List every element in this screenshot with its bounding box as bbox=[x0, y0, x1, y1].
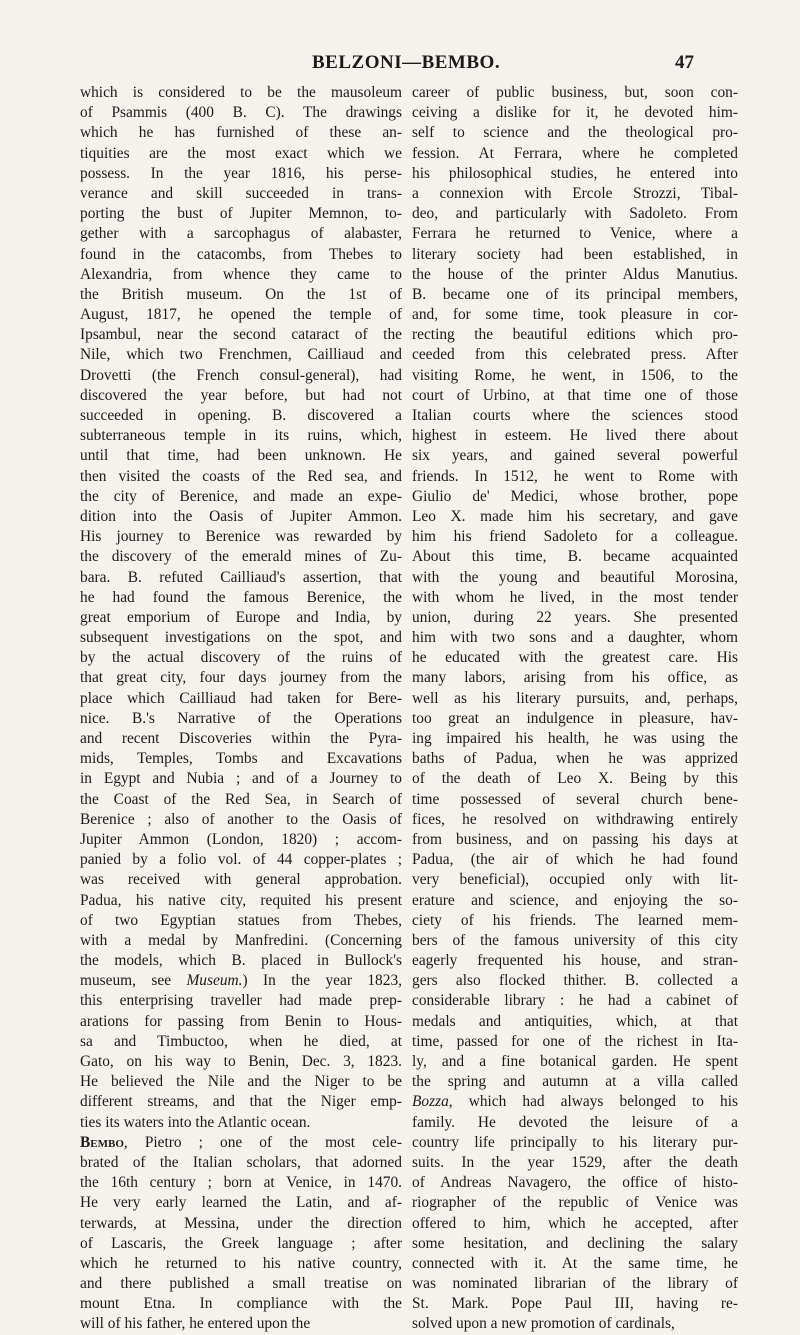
text-line: erature and science, and enjoying the so- bbox=[412, 891, 738, 909]
text-line: arations for passing from Benin to Hous- bbox=[80, 1012, 402, 1030]
text-line: by the actual discovery of the ruins of bbox=[80, 649, 402, 667]
text-line: in Egypt and Nubia ; and of a Journey to bbox=[80, 770, 402, 788]
text-line: ceiving a dislike for it, he devoted him- bbox=[412, 104, 738, 122]
text-line: recting the beautiful editions which pro- bbox=[412, 326, 738, 344]
text-line: Ferrara he returned to Venice, where a bbox=[412, 225, 738, 243]
text-line: of the death of Leo X. Being by this bbox=[412, 770, 738, 788]
text-line: visiting Rome, he went, in 1506, to the bbox=[412, 366, 738, 384]
text-line: Alexandria, from whence they came to bbox=[80, 265, 402, 283]
text-line: time possessed of several church bene- bbox=[412, 790, 738, 808]
text-line: which he has furnished of these an- bbox=[80, 124, 402, 142]
text-line: too great an indulgence in pleasure, hav- bbox=[412, 709, 738, 727]
text-line: self to science and the theological pro- bbox=[412, 124, 738, 142]
text-line: Ipsambul, near the second cataract of the bbox=[80, 326, 402, 344]
text-line: of Lascaris, the Greek language ; after bbox=[80, 1234, 402, 1252]
text-line: He very early learned the Latin, and af- bbox=[80, 1194, 402, 1212]
text-line: which is considered to be the mausoleum bbox=[80, 84, 402, 101]
text-line: family. He devoted the leisure of a bbox=[412, 1113, 738, 1131]
text-line: Leo X. made him his secretary, and gave bbox=[412, 507, 738, 525]
text-line: sa and Timbuctoo, when he died, at bbox=[80, 1032, 402, 1050]
text-line: the discovery of the emerald mines of Zu- bbox=[80, 548, 402, 566]
text-line: the spring and autumn at a villa called bbox=[412, 1073, 738, 1091]
text-line: dition into the Oasis of Jupiter Ammon. bbox=[80, 507, 402, 525]
text-line: museum, see Museum.) In the year 1823, bbox=[80, 972, 402, 990]
text-line: the Coast of the Red Sea, in Search of bbox=[80, 790, 402, 808]
text-line: His journey to Berenice was rewarded by bbox=[80, 528, 402, 546]
text-line: he had found the famous Berenice, the bbox=[80, 588, 402, 606]
text-line: solved upon a new promotion of cardinals, bbox=[412, 1315, 675, 1333]
text-line: with whom he lived, in the most tender bbox=[412, 588, 738, 606]
text-line: mount Etna. In compliance with the bbox=[80, 1295, 402, 1313]
text-line: literary society had been established, in bbox=[412, 245, 738, 263]
text-line: some hesitation, and declining the salary bbox=[412, 1234, 738, 1252]
text-line: the house of the printer Aldus Manutius. bbox=[412, 265, 738, 283]
text-line: different streams, and that the Niger emp- bbox=[80, 1093, 402, 1111]
text-line: suits. In the year 1529, after the death bbox=[412, 1153, 738, 1171]
text-line: will of his father, he entered upon the bbox=[80, 1315, 311, 1333]
text-line: baths of Padua, when he was apprized bbox=[412, 750, 738, 768]
text-line: this enterprising traveller had made prep- bbox=[80, 992, 402, 1010]
text-line: career of public business, but, soon con- bbox=[412, 84, 738, 101]
text-line: verance and skill succeeded in trans- bbox=[80, 184, 402, 202]
text-line: Nile, which two Frenchmen, Cailliaud and bbox=[80, 346, 402, 364]
text-line: Jupiter Ammon (London, 1820) ; accom- bbox=[80, 830, 402, 848]
text-line: of Psammis (400 B. C). The drawings bbox=[80, 104, 402, 122]
text-line: his philosophical studies, he entered into bbox=[412, 164, 738, 182]
text-line: Drovetti (the French consul-general), had bbox=[80, 366, 402, 384]
text-line: him with two sons and a daughter, whom bbox=[412, 629, 738, 647]
text-line: gers also flocked thither. B. collected a bbox=[412, 972, 738, 990]
text-line: tiquities are the most exact which we bbox=[80, 144, 402, 162]
text-line: porting the bust of Jupiter Memnon, to- bbox=[80, 205, 402, 223]
left-column bbox=[80, 83, 402, 1335]
text-line: considerable library : he had a cabinet of bbox=[412, 992, 738, 1010]
text-line: great emporium of Europe and India, by bbox=[80, 608, 402, 626]
text-line: of Andreas Navagero, the office of histo- bbox=[412, 1174, 738, 1192]
text-line: connected with it. At the same time, he bbox=[412, 1254, 738, 1272]
running-head bbox=[0, 52, 800, 78]
text-line: B. became one of its principal members, bbox=[412, 285, 738, 303]
text-line: eagerly frequented his house, and stran- bbox=[412, 952, 738, 970]
right-column bbox=[412, 83, 738, 1335]
text-line: ing impaired his health, he was using the bbox=[412, 730, 738, 747]
text-line: About this time, B. became acquainted bbox=[412, 548, 738, 566]
text-line: the British museum. On the 1st of bbox=[80, 285, 402, 303]
text-line: Gato, on his way to Benin, Dec. 3, 1823. bbox=[80, 1053, 402, 1070]
text-line: nice. B.'s Narrative of the Operations bbox=[80, 709, 402, 727]
text-line: bers of the famous university of this city bbox=[412, 931, 738, 949]
text-line: terwards, at Messina, under the direction bbox=[80, 1214, 402, 1232]
text-line: Padua, his native city, requited his present bbox=[80, 891, 402, 909]
text-line: Berenice ; also of another to the Oasis of bbox=[80, 810, 402, 828]
text-line: ly, and a fine botanical garden. He spent bbox=[412, 1053, 738, 1070]
text-line: the models, which B. placed in Bullock's bbox=[80, 952, 402, 970]
text-line: deo, and particularly with Sadoleto. From bbox=[412, 205, 738, 223]
text-line: then visited the coasts of the Red sea, and bbox=[80, 467, 402, 485]
text-line: and there published a small treatise on bbox=[80, 1275, 402, 1293]
text-line: Padua, (the air of which he had found bbox=[412, 851, 738, 869]
text-line: the city of Berenice, and made an expe- bbox=[80, 487, 402, 505]
text-line: which he returned to his native country, bbox=[80, 1254, 402, 1272]
text-line: many labors, arising from his office, as bbox=[412, 669, 738, 687]
text-line: found in the catacombs, from Thebes to bbox=[80, 245, 402, 263]
running-title: BELZONI—BEMBO. bbox=[312, 52, 501, 73]
text-line: Bembo, Pietro ; one of the most cele- bbox=[80, 1133, 402, 1151]
text-line: subsequent investigations on the spot, and bbox=[80, 629, 402, 647]
text-line: with the young and beautiful Morosina, bbox=[412, 568, 738, 586]
page-number: 47 bbox=[675, 52, 694, 73]
text-line: Bozza, which had always belonged to his bbox=[412, 1093, 738, 1111]
text-line: Italian courts where the sciences stood bbox=[412, 407, 738, 424]
text-line: highest in esteem. He lived there about bbox=[412, 427, 738, 445]
text-line: riographer of the republic of Venice was bbox=[412, 1194, 738, 1212]
text-line: ciety of his friends. The learned mem- bbox=[412, 911, 738, 929]
text-line: panied by a folio vol. of 44 copper-plates ; bbox=[80, 851, 402, 869]
text-line: country life principally to his literary pur- bbox=[412, 1133, 738, 1151]
text-line: was received with general approbation. bbox=[80, 871, 402, 889]
text-line: fices, he resolved on withdrawing entirely bbox=[412, 810, 738, 828]
text-line: ceeded from this celebrated press. After bbox=[412, 346, 738, 364]
text-line: friends. In 1512, he went to Rome with bbox=[412, 467, 738, 485]
text-line: time, passed for one of the richest in Ita- bbox=[412, 1032, 738, 1050]
text-line: succeeded in opening. B. discovered a bbox=[80, 407, 402, 424]
text-line: court of Urbino, at that time one of those bbox=[412, 386, 738, 404]
text-line: subterraneous temple in its ruins, which, bbox=[80, 427, 402, 445]
text-line: place which Cailliaud had taken for Bere- bbox=[80, 689, 402, 707]
text-line: the 16th century ; born at Venice, in 1470. bbox=[80, 1174, 402, 1192]
text-line: union, during 22 years. She presented bbox=[412, 608, 738, 626]
text-line: gether with a sarcophagus of alabaster, bbox=[80, 225, 402, 243]
text-line: bara. B. refuted Cailliaud's assertion, that bbox=[80, 568, 402, 586]
text-line: of two Egyptian statues from Thebes, bbox=[80, 911, 402, 929]
text-line: that great city, four days journey from the bbox=[80, 669, 402, 687]
text-line: mids, Temples, Tombs and Excavations bbox=[80, 750, 402, 768]
text-line: St. Mark. Pope Paul III, having re- bbox=[412, 1295, 738, 1313]
text-line: brated of the Italian scholars, that adorned bbox=[80, 1153, 402, 1171]
text-line: discovered the year before, but had not bbox=[80, 386, 402, 404]
text-line: offered to him, which he accepted, after bbox=[412, 1214, 738, 1232]
text-line: Giulio de' Medici, whose brother, pope bbox=[412, 487, 738, 505]
text-line: possess. In the year 1816, his perse- bbox=[80, 164, 402, 182]
text-line: well as his literary pursuits, and, perhaps, bbox=[412, 689, 738, 707]
text-line: he educated with the greatest care. His bbox=[412, 649, 738, 667]
text-line: and recent Discoveries within the Pyra- bbox=[80, 730, 402, 747]
text-line: him his friend Sadoleto for a colleague. bbox=[412, 528, 738, 546]
text-line: from business, and on passing his days at bbox=[412, 830, 738, 848]
text-line: was nominated librarian of the library of bbox=[412, 1275, 738, 1293]
text-line: and, for some time, took pleasure in cor- bbox=[412, 306, 738, 324]
text-line: fession. At Ferrara, where he completed bbox=[412, 144, 738, 162]
text-line: a connexion with Ercole Strozzi, Tibal- bbox=[412, 184, 738, 202]
text-line: ties its waters into the Atlantic ocean. bbox=[80, 1113, 311, 1131]
text-line: with a medal by Manfredini. (Concerning bbox=[80, 931, 402, 949]
text-line: six years, and gained several powerful bbox=[412, 447, 738, 465]
text-line: He believed the Nile and the Niger to be bbox=[80, 1073, 402, 1091]
text-line: August, 1817, he opened the temple of bbox=[80, 306, 402, 324]
text-line: very beneficial), occupied only with lit- bbox=[412, 871, 738, 889]
text-line: until that time, had been unknown. He bbox=[80, 447, 402, 465]
text-line: medals and antiquities, which, at that bbox=[412, 1012, 738, 1030]
